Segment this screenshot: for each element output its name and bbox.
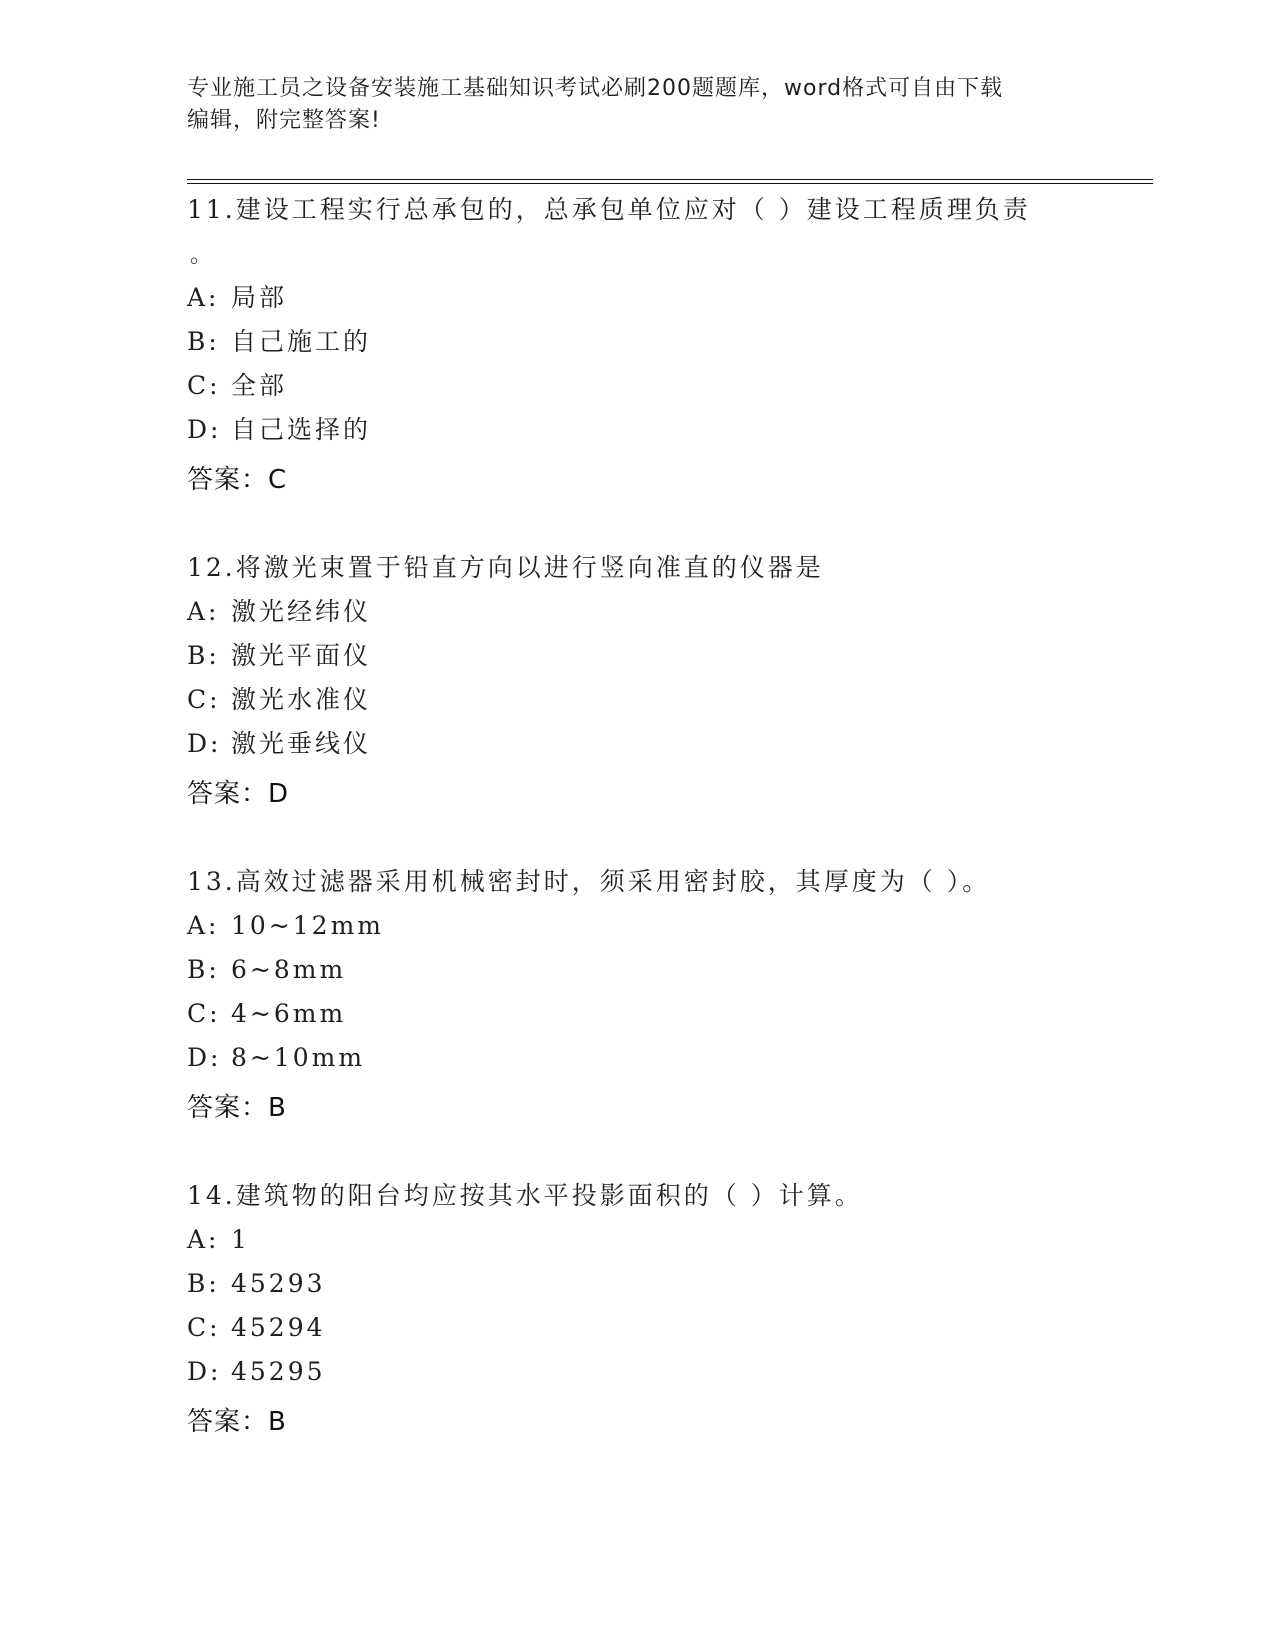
- option-letter: D:: [187, 729, 222, 758]
- question-11-option-b: [187, 326, 371, 358]
- option-letter: C:: [187, 999, 221, 1028]
- option-text: 激光水准仪: [231, 685, 372, 714]
- option-letter: A:: [187, 597, 220, 626]
- question-11-option-a: [187, 282, 287, 314]
- question-14-option-b: [187, 1268, 326, 1300]
- question-12-option-d: [187, 728, 371, 760]
- option-text: 45294: [231, 1313, 326, 1342]
- option-letter: A:: [187, 911, 220, 940]
- option-text: 自己施工的: [231, 327, 372, 356]
- option-letter: C:: [187, 371, 221, 400]
- option-letter: C:: [187, 1313, 221, 1342]
- header-line-2: 编辑，附完整答案!: [187, 108, 381, 133]
- question-14-answer: 答案：B: [187, 1407, 287, 1437]
- option-letter: C:: [187, 685, 221, 714]
- question-12-text: 12.将激光束置于铅直方向以进行竖向准直的仪器是: [187, 553, 824, 582]
- option-text: 激光平面仪: [231, 641, 372, 670]
- option-letter: B:: [187, 641, 220, 670]
- question-14-option-d: [187, 1356, 326, 1388]
- question-13-answer: 答案：B: [187, 1093, 287, 1123]
- option-letter: B:: [187, 955, 220, 984]
- question-11-option-c: [187, 370, 287, 402]
- header-divider-top: [187, 179, 1153, 180]
- question-13-option-c: [187, 998, 346, 1030]
- option-text: 4~6mm: [231, 999, 347, 1028]
- question-11-option-d: [187, 414, 371, 446]
- option-letter: D:: [187, 415, 222, 444]
- question-12-option-a: [187, 596, 371, 628]
- option-text: 6~8mm: [231, 955, 347, 984]
- option-letter: D:: [187, 1357, 222, 1386]
- option-text: 激光经纬仪: [231, 597, 372, 626]
- option-text: 1: [231, 1225, 250, 1254]
- question-11-continuation: 。: [190, 243, 213, 268]
- header-divider-bottom: [187, 183, 1153, 184]
- question-13-option-a: [187, 910, 384, 942]
- document-header: [187, 73, 1087, 137]
- option-text: 45295: [231, 1357, 326, 1386]
- option-letter: B:: [187, 327, 220, 356]
- question-12-answer: 答案：D: [187, 779, 290, 809]
- question-12-option-c: [187, 684, 371, 716]
- option-text: 局部: [231, 283, 288, 312]
- option-text: 45293: [231, 1269, 326, 1298]
- option-letter: D:: [187, 1043, 222, 1072]
- question-13-text: 13.高效过滤器采用机械密封时，须采用密封胶，其厚度为（ ）。: [187, 867, 991, 896]
- header-line-1: 专业施工员之设备安装施工基础知识考试必刷200题题库，word格式可自由下载: [187, 76, 1004, 101]
- option-letter: A:: [187, 1225, 220, 1254]
- option-text: 激光垂线仪: [231, 729, 372, 758]
- question-11-text: 11.建设工程实行总承包的，总承包单位应对（ ）建设工程质理负责: [187, 195, 1031, 224]
- option-letter: A:: [187, 283, 220, 312]
- question-11-answer: 答案：C: [187, 465, 288, 495]
- question-12-option-b: [187, 640, 371, 672]
- question-13-option-d: [187, 1042, 365, 1074]
- option-text: 10~12mm: [231, 911, 384, 940]
- question-14-option-a: [187, 1224, 250, 1256]
- option-letter: B:: [187, 1269, 220, 1298]
- question-13-option-b: [187, 954, 346, 986]
- option-text: 自己选择的: [231, 415, 372, 444]
- option-text: 8~10mm: [231, 1043, 366, 1072]
- question-14-text: 14.建筑物的阳台均应按其水平投影面积的（ ）计算。: [187, 1181, 863, 1210]
- option-text: 全部: [231, 371, 288, 400]
- question-14-option-c: [187, 1312, 326, 1344]
